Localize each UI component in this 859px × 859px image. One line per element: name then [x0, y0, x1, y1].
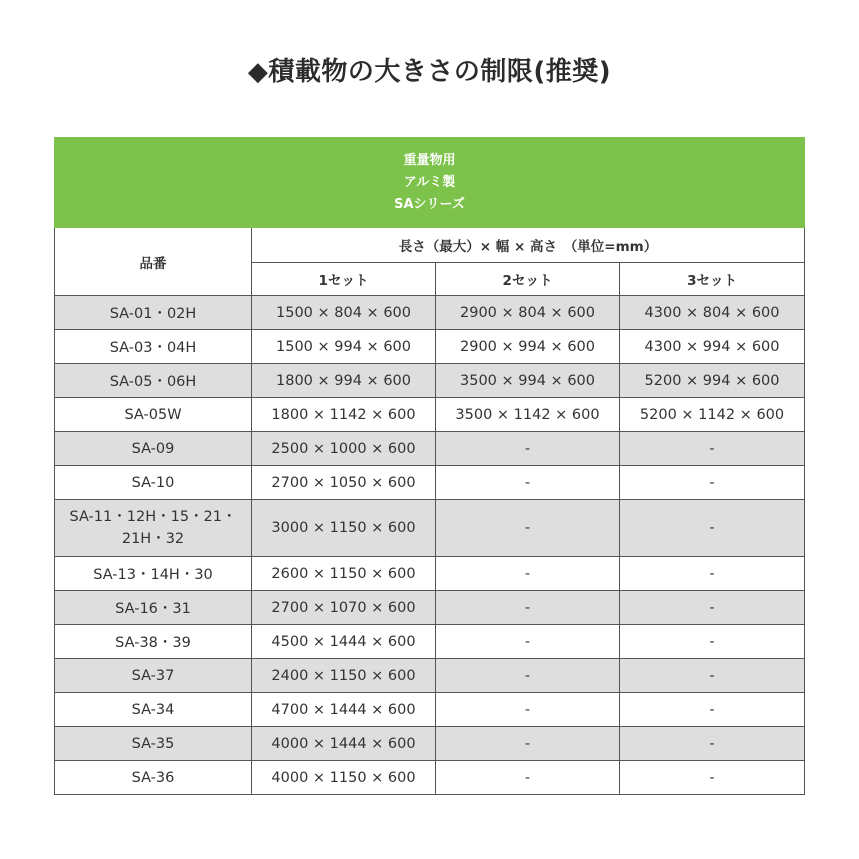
set1-cell: 1500 × 804 × 600: [252, 296, 436, 330]
set1-cell: 4700 × 1444 × 600: [252, 693, 436, 727]
set2-column-header: 2セット: [436, 263, 620, 296]
model-cell: SA-03・04H: [55, 330, 252, 364]
set3-cell: 4300 × 994 × 600: [620, 330, 805, 364]
set3-cell: 5200 × 994 × 600: [620, 364, 805, 398]
set2-cell: -: [436, 466, 620, 500]
table-row: [55, 591, 805, 625]
set2-cell: 2900 × 804 × 600: [436, 296, 620, 330]
set1-cell: 2500 × 1000 × 600: [252, 432, 436, 466]
set3-cell: -: [620, 500, 805, 557]
size-column-header: 長さ（最大）× 幅 × 高さ （単位=mm）: [252, 228, 805, 263]
model-line: 21H・32: [121, 531, 185, 547]
model-cell: SA-37: [55, 659, 252, 693]
set3-cell: -: [620, 625, 805, 659]
set1-cell: 2700 × 1050 × 600: [252, 466, 436, 500]
set2-cell: 2900 × 994 × 600: [436, 330, 620, 364]
model-cell: SA-05・06H: [55, 364, 252, 398]
set2-cell: -: [436, 659, 620, 693]
model-cell: SA-05W: [55, 398, 252, 432]
model-cell: SA-35: [55, 727, 252, 761]
table-row: [55, 625, 805, 659]
set2-cell: -: [436, 761, 620, 795]
set3-cell: -: [620, 761, 805, 795]
set3-cell: -: [620, 466, 805, 500]
model-cell: SA-16・31: [55, 591, 252, 625]
set3-cell: -: [620, 591, 805, 625]
model-cell: [55, 500, 252, 557]
table-row: [55, 296, 805, 330]
set3-cell: 5200 × 1142 × 600: [620, 398, 805, 432]
model-cell: SA-13・14H・30: [55, 557, 252, 591]
table-row: [55, 693, 805, 727]
set2-cell: -: [436, 432, 620, 466]
category-line: 重量物用: [403, 152, 456, 168]
model-column-header: 品番: [55, 228, 252, 296]
table-row: [55, 364, 805, 398]
model-cell: SA-38・39: [55, 625, 252, 659]
table-row: [55, 432, 805, 466]
table-row: [55, 557, 805, 591]
set2-cell: 3500 × 994 × 600: [436, 364, 620, 398]
table-row: [55, 500, 805, 557]
set1-cell: 1800 × 994 × 600: [252, 364, 436, 398]
set3-cell: -: [620, 727, 805, 761]
set1-cell: 1500 × 994 × 600: [252, 330, 436, 364]
model-cell: SA-10: [55, 466, 252, 500]
model-cell: SA-01・02H: [55, 296, 252, 330]
model-cell: SA-09: [55, 432, 252, 466]
set2-cell: -: [436, 693, 620, 727]
set1-cell: 4500 × 1444 × 600: [252, 625, 436, 659]
set1-cell: 3000 × 1150 × 600: [252, 500, 436, 557]
model-cell: SA-36: [55, 761, 252, 795]
size-limit-table: [54, 137, 805, 795]
table-row: [55, 761, 805, 795]
set1-cell: 2600 × 1150 × 600: [252, 557, 436, 591]
set2-cell: -: [436, 500, 620, 557]
set1-cell: 1800 × 1142 × 600: [252, 398, 436, 432]
table-row: [55, 727, 805, 761]
set3-cell: -: [620, 432, 805, 466]
set2-cell: 3500 × 1142 × 600: [436, 398, 620, 432]
set2-cell: -: [436, 557, 620, 591]
set3-cell: 4300 × 804 × 600: [620, 296, 805, 330]
model-line: SA-11・12H・15・21・: [69, 509, 237, 525]
set1-cell: 2400 × 1150 × 600: [252, 659, 436, 693]
table-row: [55, 659, 805, 693]
category-line: アルミ製: [403, 174, 456, 190]
set2-cell: -: [436, 625, 620, 659]
set1-column-header: 1セット: [252, 263, 436, 296]
page-title: ◆積載物の大きさの制限(推奨): [247, 57, 612, 87]
set1-cell: 4000 × 1150 × 600: [252, 761, 436, 795]
category-line: SAシリーズ: [394, 196, 465, 212]
table-row: [55, 398, 805, 432]
set3-cell: -: [620, 659, 805, 693]
set2-cell: -: [436, 591, 620, 625]
table-row: [55, 330, 805, 364]
set3-cell: -: [620, 693, 805, 727]
set1-cell: 2700 × 1070 × 600: [252, 591, 436, 625]
table-row: [55, 466, 805, 500]
set1-cell: 4000 × 1444 × 600: [252, 727, 436, 761]
set3-cell: -: [620, 557, 805, 591]
set3-column-header: 3セット: [620, 263, 805, 296]
set2-cell: -: [436, 727, 620, 761]
category-header: [55, 138, 805, 228]
model-cell: SA-34: [55, 693, 252, 727]
